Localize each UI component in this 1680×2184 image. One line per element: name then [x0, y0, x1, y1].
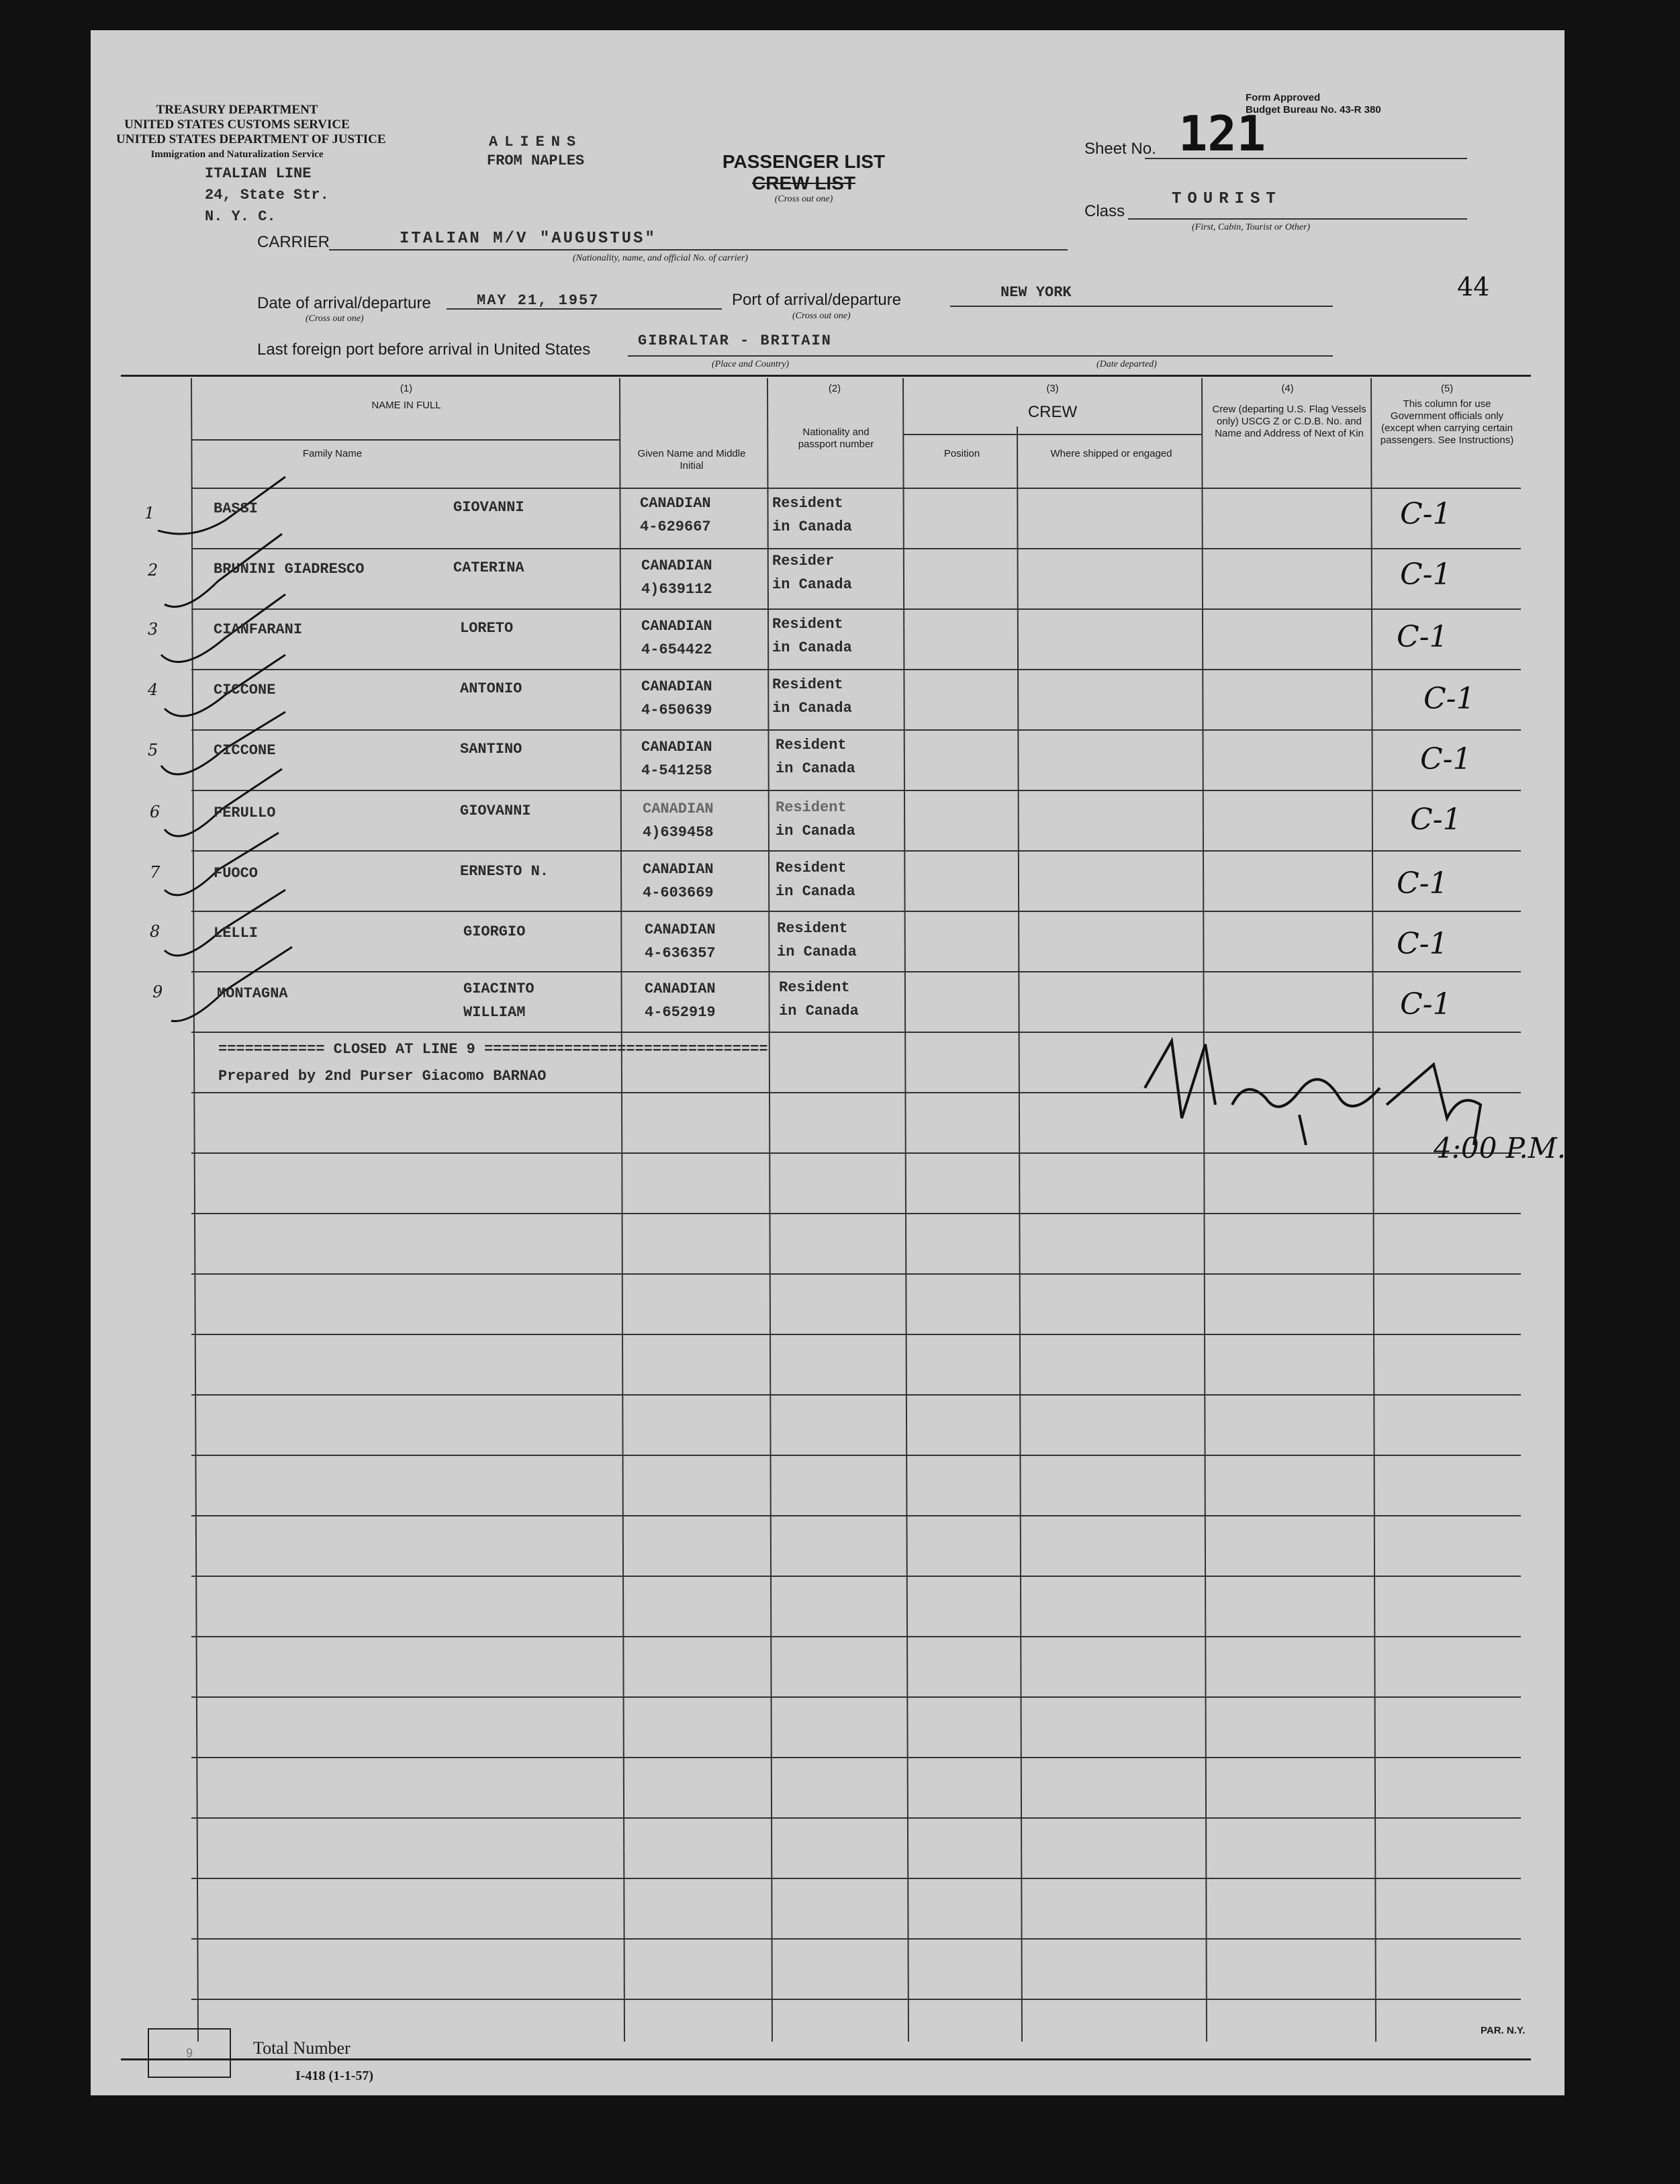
carrier-value: ITALIAN M/V "AUGUSTUS" [400, 230, 657, 248]
government-mark: C-1 [1397, 927, 1448, 961]
government-mark: C-1 [1397, 620, 1448, 654]
passport-number: 4-603669 [643, 884, 714, 901]
cross-out-note: (Cross out one) [774, 194, 833, 204]
port-value: NEW YORK [1000, 284, 1072, 301]
nationality: CANADIAN [645, 921, 716, 938]
passport-number: 4-650639 [641, 702, 712, 719]
given-name: ANTONIO [460, 680, 522, 697]
table-grid [91, 30, 1565, 2095]
position-line-1: Resident [776, 799, 847, 816]
family-name: FERULLO [214, 805, 276, 821]
row-number: 7 [150, 863, 160, 882]
row-number: 2 [148, 561, 158, 580]
row-number: 6 [150, 803, 160, 821]
last-port-value: GIBRALTAR - BRITAIN [638, 332, 832, 349]
position-line-1: Resident [777, 920, 848, 937]
passport-number: 4-629667 [640, 518, 711, 535]
family-name-header: Family Name [302, 448, 363, 459]
position-line-1: Resident [772, 676, 843, 693]
class-label: Class [1084, 202, 1125, 220]
nationality-header: Nationality and passport number [798, 426, 874, 450]
nationality: CANADIAN [643, 861, 714, 878]
given-name: GIACINTO [463, 981, 534, 997]
position-line-1: Resident [772, 616, 843, 633]
col1-number: (1) [400, 383, 413, 394]
family-name: MONTAGNA [217, 985, 288, 1002]
nationality: CANADIAN [643, 801, 714, 817]
family-name: CICCONE [214, 682, 276, 698]
row-number: 3 [148, 620, 158, 639]
government-mark: C-1 [1397, 866, 1448, 901]
sheet-number: 121 [1178, 105, 1266, 162]
government-mark: C-1 [1400, 497, 1452, 531]
crew-list-title: CREW LIST [752, 173, 855, 193]
next-of-kin-header: Crew (departing U.S. Flag Vessels only) USCG Z or C.D.B. No. and Name and Address of Next of Kin [1212, 404, 1366, 439]
government-mark: C-1 [1424, 682, 1475, 716]
row-number: 8 [150, 922, 160, 941]
carrier-label: CARRIER [257, 233, 330, 251]
passport-number: 4-652919 [645, 1004, 716, 1021]
passport-number: 4-654422 [641, 641, 712, 658]
total-number-box [148, 2028, 231, 2078]
given-name: GIORGIO [463, 923, 526, 940]
date-value: MAY 21, 1957 [477, 292, 600, 309]
form-approved-line: Form Approved [1246, 92, 1321, 103]
company-city: N. Y. C. [205, 208, 276, 225]
government-mark: C-1 [1400, 987, 1452, 1021]
given-name: SANTINO [460, 741, 522, 758]
dept-line-2: UNITED STATES CUSTOMS SERVICE [124, 118, 350, 132]
aliens-label: ALIENS [489, 134, 583, 150]
last-port-label: Last foreign port before arrival in United States [257, 340, 591, 359]
nationality: CANADIAN [641, 618, 712, 635]
given-name: CATERINA [453, 559, 524, 576]
passport-number: 4)639458 [643, 824, 714, 841]
row-number: 1 [144, 504, 155, 522]
closed-at-line: ============ CLOSED AT LINE 9 ================================ [218, 1041, 768, 1058]
given-name: ERNESTO N. [460, 863, 549, 880]
row-number: 4 [148, 680, 158, 699]
col4-number: (4) [1281, 383, 1294, 394]
row-number: 9 [152, 983, 163, 1001]
manifest-page [91, 30, 1565, 2095]
port-cross-out-note: (Cross out one) [792, 311, 851, 321]
family-name: BRUNINI GIADRESCO [214, 561, 365, 578]
total-number-value: 9 [185, 2046, 193, 2060]
given-name: LORETO [460, 620, 514, 637]
date-label: Date of arrival/departure [257, 294, 431, 312]
position-line-2: in Canada [772, 639, 852, 656]
sheet-label: Sheet No. [1084, 140, 1156, 158]
passport-number: 4-541258 [641, 762, 712, 779]
dept-line-3: UNITED STATES DEPARTMENT OF JUSTICE [116, 132, 386, 146]
par-ny: PAR. N.Y. [1481, 2025, 1526, 2036]
position-line-2: in Canada [776, 823, 855, 839]
carrier-hint: (Nationality, name, and official No. of carrier) [573, 253, 748, 263]
position-line-2: in Canada [772, 576, 852, 593]
passport-number: 4)639112 [641, 581, 712, 598]
position-line-2: in Canada [776, 760, 855, 777]
given-name-line-2: WILLIAM [463, 1004, 526, 1021]
position-line-2: in Canada [776, 883, 855, 900]
given-name: GIOVANNI [453, 499, 524, 516]
nationality: CANADIAN [641, 557, 712, 574]
aliens-origin: FROM NAPLES [487, 152, 585, 169]
position-header: Position [943, 448, 980, 459]
date-cross-out-note: (Cross out one) [306, 314, 364, 324]
col3-number: (3) [1046, 383, 1059, 394]
total-number-label: Total Number [253, 2038, 351, 2058]
class-value: TOURIST [1172, 190, 1282, 208]
nationality: CANADIAN [640, 495, 711, 512]
position-line-2: in Canada [779, 1003, 859, 1019]
given-name-header: Given Name and Middle Initial [637, 448, 746, 471]
position-line-2: in Canada [777, 944, 857, 960]
col5-number: (5) [1440, 383, 1454, 394]
government-mark: C-1 [1400, 557, 1452, 592]
nationality: CANADIAN [641, 739, 712, 756]
class-hint: (First, Cabin, Tourist or Other) [1192, 222, 1311, 232]
family-name: LELLI [214, 925, 259, 942]
nationality: CANADIAN [645, 981, 716, 997]
row-number: 5 [148, 741, 158, 760]
position-line-1: Resider [772, 553, 835, 570]
given-name: GIOVANNI [460, 803, 531, 819]
company-name: ITALIAN LINE [205, 165, 312, 182]
corner-number: 44 [1457, 272, 1490, 302]
col1-title: NAME IN FULL [371, 400, 441, 411]
family-name: FUOCO [214, 865, 259, 882]
place-hint: (Place and Country) [712, 359, 790, 369]
government-mark: C-1 [1410, 803, 1462, 837]
company-address: 24, State Str. [205, 187, 329, 203]
position-line-1: Resident [779, 979, 850, 996]
passport-number: 4-636357 [645, 945, 716, 962]
where-shipped-header: Where shipped or engaged [1050, 448, 1172, 459]
family-name: CIANFARANI [214, 621, 303, 638]
position-line-1: Resident [776, 860, 847, 876]
government-mark: C-1 [1420, 742, 1472, 776]
position-line-2: in Canada [772, 700, 852, 717]
dept-line-4: Immigration and Naturalization Service [150, 149, 324, 160]
family-name: CICCONE [214, 742, 276, 759]
crew-header: CREW [1027, 403, 1078, 421]
government-use-header: This column for use Government officials only (except when carrying certain passengers. See Instructions) [1380, 398, 1514, 446]
dept-line-1: TREASURY DEPARTMENT [156, 103, 318, 117]
budget-bureau-line: Budget Bureau No. 43-R 380 [1246, 104, 1381, 116]
col2-number: (2) [828, 383, 841, 394]
position-line-1: Resident [776, 737, 847, 754]
passenger-list-title: PASSENGER LIST [722, 151, 886, 172]
prepared-by: Prepared by 2nd Purser Giacomo BARNAO [218, 1068, 547, 1085]
family-name: BASSI [214, 500, 259, 517]
time-note: 4:00 P.M. [1434, 1132, 1567, 1165]
port-label: Port of arrival/departure [732, 291, 902, 309]
position-line-2: in Canada [772, 518, 852, 535]
position-line-1: Resident [772, 495, 843, 512]
form-number: I-418 (1-1-57) [295, 2068, 374, 2083]
nationality: CANADIAN [641, 678, 712, 695]
date-departed-hint: (Date departed) [1096, 359, 1157, 369]
